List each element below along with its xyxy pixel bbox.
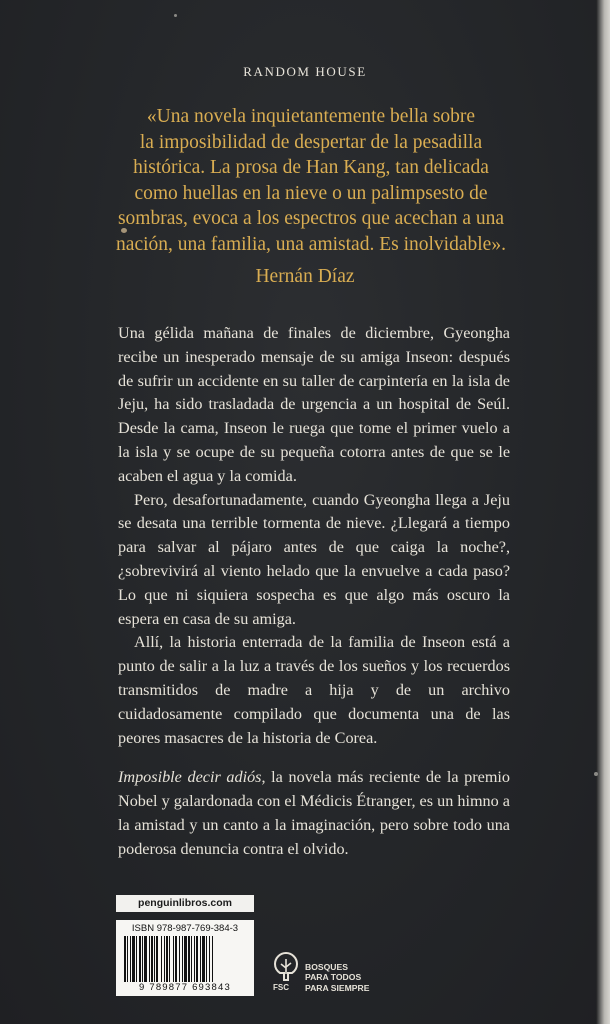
barcode-bar	[196, 936, 198, 982]
closing-text: , la novela más reciente de la premio Nobel y galardonada con el Médicis Étranger, es un himno a la amistad y un canto a la imaginación, pero sobre todo una poderosa denuncia contra el olvido.	[118, 768, 511, 858]
barcode-bar	[144, 936, 147, 982]
barcode-bar	[136, 936, 137, 982]
eco-line: PARA SIEMPRE	[305, 982, 370, 993]
barcode-bar	[161, 936, 162, 982]
barcode-bar	[127, 936, 128, 982]
barcode-bar	[182, 936, 183, 982]
quote-line: nación, una familia, una amistad. Es inolvidable».	[116, 233, 506, 255]
barcode-bar	[169, 936, 170, 982]
synopsis-paragraph: Una gélida mañana de finales de diciembre, Gyeongha recibe un inesperado mensaje de su amiga Inseon: después de sufrir un accidente en su taller de carpintería en la isla de Jeju, ha sido trasladada de urgencia a un hospital de Seúl. Desde la cama, Inseon le ruega que tome el primer vuelo a la isla y se ocupe de su pequeña cotorra antes de que se le acaben el agua y la comida.	[118, 324, 510, 485]
barcode-bar	[191, 936, 192, 982]
quote-line: «Una novela inquietantemente bella sobre	[146, 106, 476, 127]
barcode-bar	[173, 936, 174, 982]
publisher-name: RANDOM HOUSE	[243, 64, 367, 79]
dust-speck	[594, 772, 598, 776]
barcode-bar	[209, 936, 210, 982]
barcode-bar	[156, 936, 158, 982]
quote-line: como huellas en la nieve o un palimpsesto de	[134, 182, 488, 204]
publisher-website: penguinlibros.com	[116, 895, 254, 912]
dust-speck	[174, 14, 177, 17]
eco-line: PARA TODOS	[305, 972, 362, 983]
barcode-bar	[200, 936, 201, 982]
barcode	[124, 936, 248, 982]
barcode-bar	[194, 936, 195, 982]
barcode-bar	[179, 936, 180, 982]
review-quote	[96, 104, 526, 258]
barcode-bar	[130, 936, 131, 982]
barcode-bar	[139, 936, 141, 982]
barcode-bar	[154, 936, 155, 982]
synopsis-paragraph: Allí, la historia enterrada de la familia de Inseon está a punto de salir a la luz a través de los sueños y los recuerdos transmitidos de madre a hija y de un archivo cuidadosamente compilado que documenta una de las peores masacres de la historia de Corea.	[118, 633, 510, 747]
isbn-number: ISBN 978-987-769-384-3	[131, 923, 239, 934]
barcode-bar	[124, 936, 126, 982]
barcode-bar	[166, 936, 168, 982]
quote-line: la imposibilidad de despertar de la pesadilla	[139, 131, 483, 153]
barcode-bar	[142, 936, 143, 982]
book-synopsis	[118, 322, 510, 862]
barcode-bar	[151, 936, 153, 982]
book-title: Imposible decir adiós	[118, 768, 262, 787]
synopsis-closing-paragraph	[118, 766, 510, 861]
fsc-label: FSC	[273, 983, 289, 992]
quote-line: sombras, evoca a los espectros que acechan a una	[117, 208, 505, 230]
barcode-label	[116, 920, 254, 996]
page-edge	[596, 0, 610, 1024]
barcode-bar	[175, 936, 177, 982]
barcode-bar	[132, 936, 135, 982]
barcode-bar	[206, 936, 207, 982]
barcode-number: 9 789877 693843	[139, 982, 231, 993]
quote-author: Hernán Díaz	[255, 266, 355, 287]
quote-line: histórica. La prosa de Han Kang, tan delicada	[133, 157, 489, 179]
barcode-bar	[212, 936, 213, 982]
eco-line: BOSQUES	[305, 962, 348, 972]
synopsis-paragraph: Pero, desafortunadamente, cuando Gyeongha llega a Jeju se desata una terrible tormenta de nieve. ¿Llegará a tiempo para salvar al pájaro antes de que caiga la noche?, ¿sobrevivirá al viento helado que la envuelve a cada paso? Lo que ni siquiera sospecha es que algo más oscuro la espera en casa de su amiga.	[118, 490, 510, 628]
barcode-bar	[184, 936, 187, 982]
barcode-bar	[149, 936, 150, 982]
barcode-bar	[188, 936, 190, 982]
barcode-bar	[202, 936, 205, 982]
barcode-bar	[164, 936, 165, 982]
eco-logo-text	[305, 962, 369, 993]
